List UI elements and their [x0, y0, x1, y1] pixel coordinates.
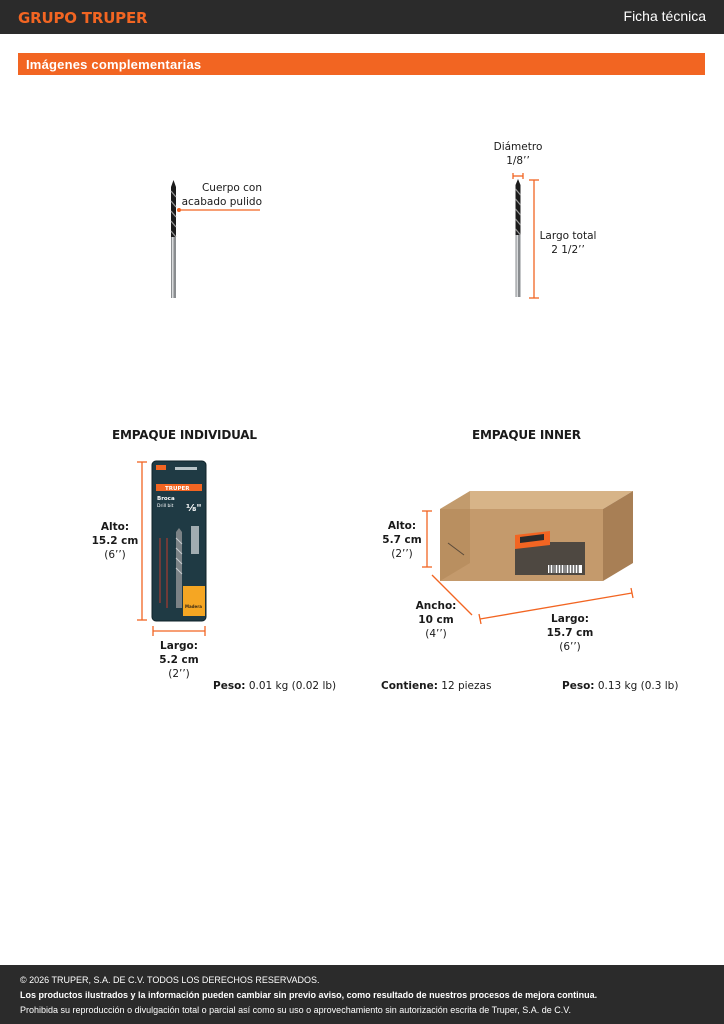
individual-height-cm: 15.2 cm [91, 535, 139, 547]
diameter-label-text: Diámetro [493, 141, 543, 153]
inner-height-in: (2’’) [391, 548, 413, 560]
section-title: Imágenes complementarias [26, 57, 202, 72]
inner-height-title: Alto: [387, 520, 417, 532]
inner-contents-value: 12 piezas [441, 680, 492, 692]
inner-weight [562, 679, 678, 693]
length-value: 2 1/2’’ [551, 244, 585, 256]
individual-width-label [144, 639, 214, 681]
diameter-value: 1/8’’ [506, 155, 530, 167]
card-size: ⅛" [186, 503, 202, 514]
finish-label-line1: Cuerpo con [201, 182, 262, 194]
individual-width-cm: 5.2 cm [159, 654, 199, 666]
inner-pack-heading: EMPAQUE INNER [472, 428, 581, 442]
diameter-label [480, 140, 556, 168]
individual-weight [213, 679, 336, 693]
card-title-en: Drill bit [157, 504, 174, 509]
document-type: Ficha técnica [623, 8, 706, 24]
individual-height-label [80, 520, 150, 562]
inner-height-label [370, 519, 434, 561]
length-label-text: Largo total [539, 230, 597, 242]
inner-length-cm: 15.7 cm [546, 627, 594, 639]
individual-pack-heading: EMPAQUE INDIVIDUAL [112, 428, 257, 442]
footer-rights: Prohibida su reproducción o divulgación total o parcial así como su uso o aprovechamiento sin autorización escrita de Truper, S.A. de C.V. [20, 1005, 571, 1015]
inner-length-label [538, 612, 602, 654]
inner-length-title: Largo: [551, 613, 589, 625]
inner-contents-label: Contiene: [381, 680, 438, 692]
inner-length-in: (6’’) [559, 641, 581, 653]
finish-label [165, 181, 262, 209]
card-title-es: Broca [157, 496, 175, 502]
individual-height-in: (6’’) [104, 549, 126, 561]
individual-weight-value: 0.01 kg (0.02 lb) [248, 680, 337, 692]
inner-depth-title: Ancho: [415, 600, 457, 612]
inner-depth-label [404, 599, 468, 641]
finish-label-line2: acabado pulido [181, 196, 262, 208]
footer-notice: Los productos ilustrados y la información pueden cambiar sin previo aviso, como resultado de nuestros procesos de mejora continua. [20, 990, 598, 1000]
inner-weight-value: 0.13 kg (0.3 lb) [597, 680, 679, 692]
footer-copyright: © 2026 TRUPER, S.A. DE C.V. TODOS LOS DERECHOS RESERVADOS. [20, 975, 320, 985]
top-bar [0, 0, 724, 34]
card-brand: TRUPER [165, 486, 190, 492]
individual-height-title: Alto: [100, 521, 130, 533]
section-header [18, 53, 705, 75]
inner-depth-cm: 10 cm [418, 614, 454, 626]
individual-weight-label: Peso: [213, 680, 246, 692]
brand-logo: GRUPO TRUPER [18, 9, 148, 27]
card-material: Madera [185, 604, 202, 609]
individual-width-title: Largo: [160, 640, 198, 652]
footer [0, 965, 724, 1024]
inner-height-cm: 5.7 cm [382, 534, 422, 546]
individual-width-in: (2’’) [168, 668, 190, 680]
inner-depth-in: (4’’) [425, 628, 447, 640]
inner-contents [381, 679, 491, 693]
length-label [532, 229, 604, 257]
inner-weight-label: Peso: [562, 680, 595, 692]
